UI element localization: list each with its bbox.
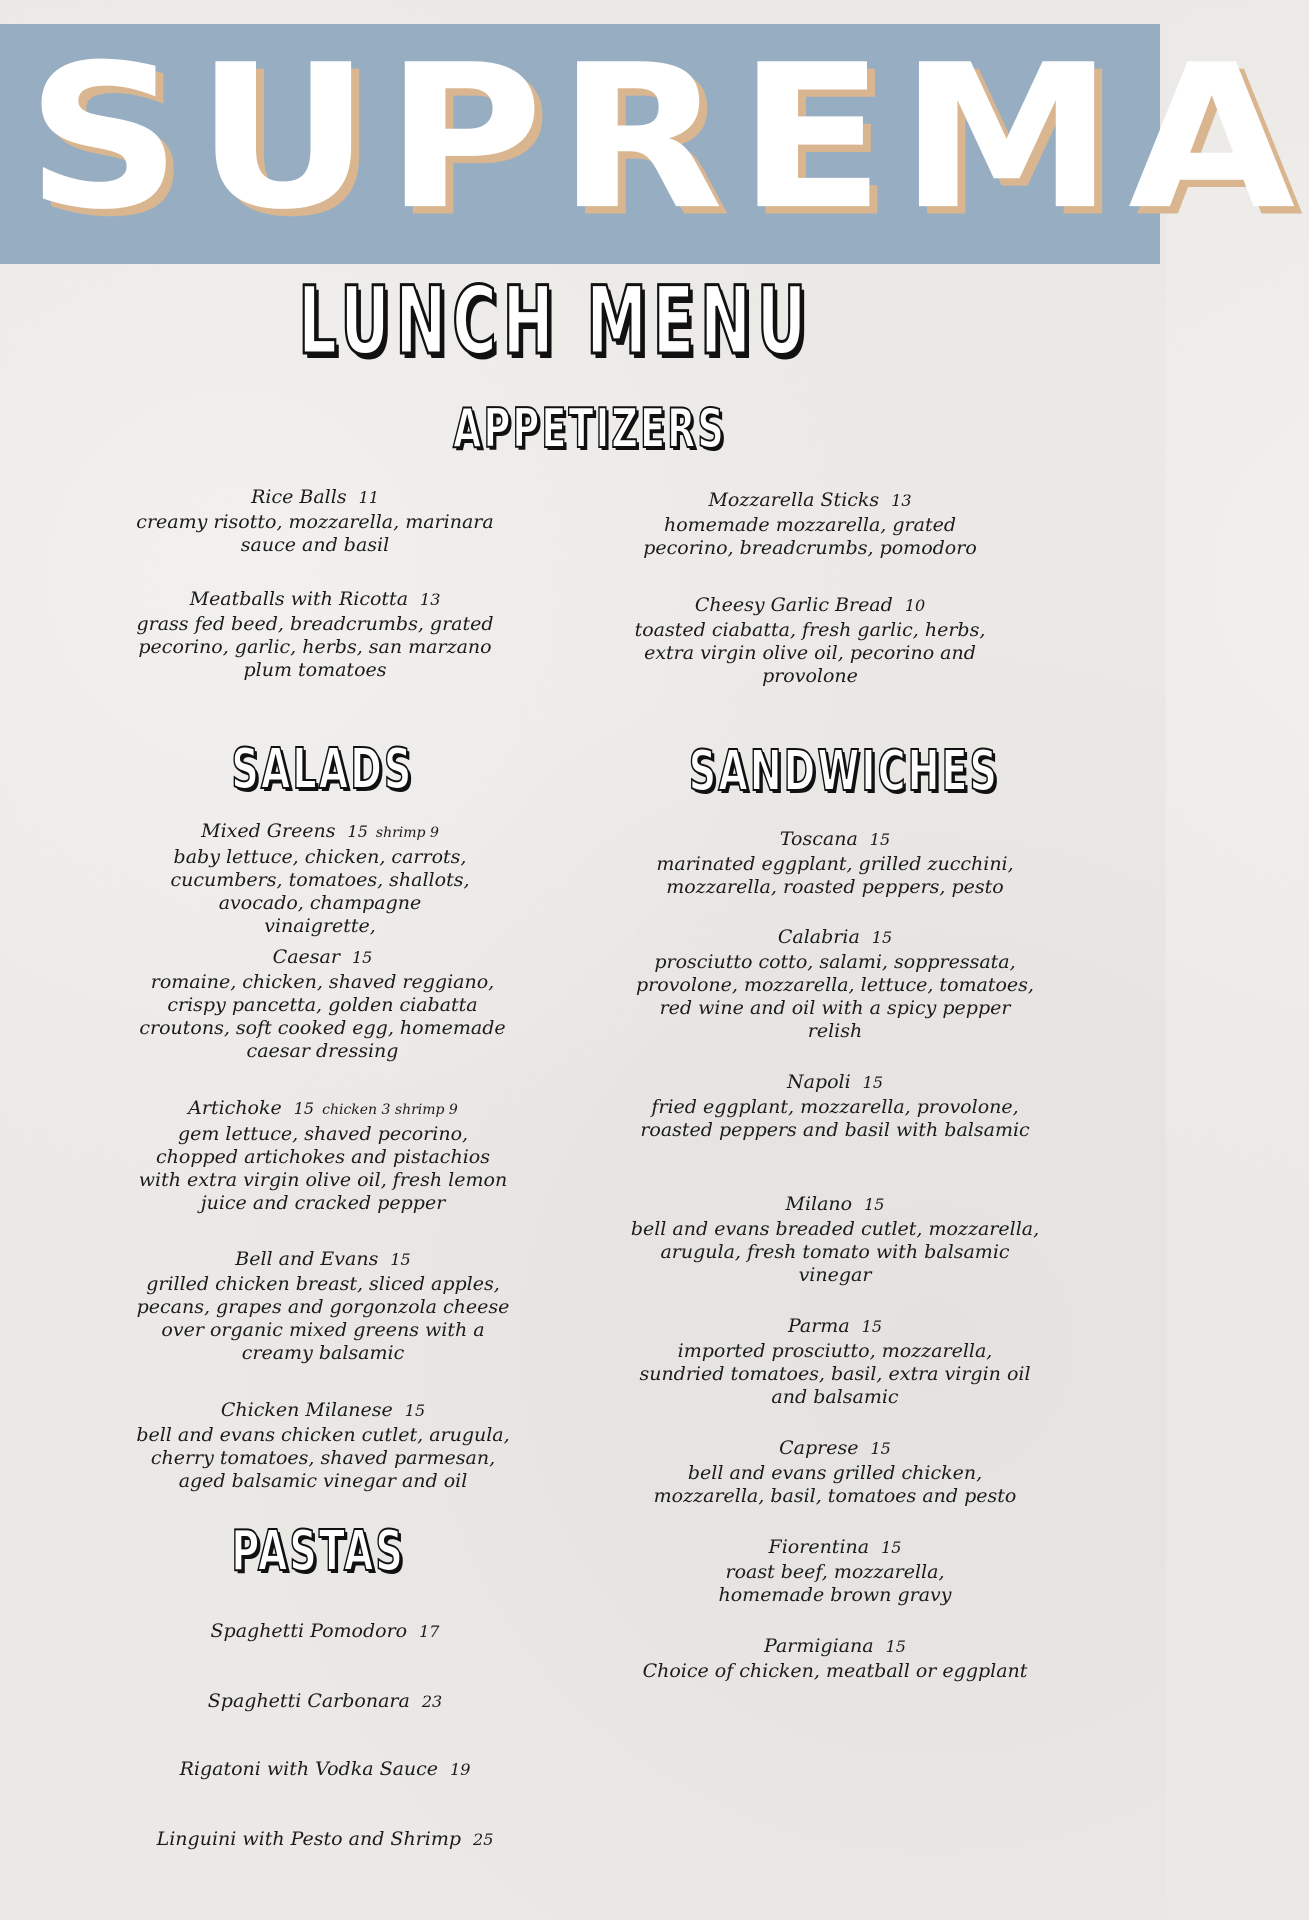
menu-item bbox=[630, 1633, 1040, 1683]
item-name: Mozzarella Sticks bbox=[708, 489, 880, 511]
item-name: Calabria bbox=[777, 926, 860, 948]
menu-item bbox=[128, 1397, 518, 1493]
item-price: 15 bbox=[390, 1250, 411, 1269]
menu-item bbox=[120, 586, 510, 682]
item-name: Parma bbox=[787, 1315, 850, 1337]
item-description: marinated eggplant, grilled zucchini, mozzarella, roasted peppers, pesto bbox=[656, 853, 1014, 898]
item-name: Parmigiana bbox=[764, 1635, 874, 1657]
item-description: grilled chicken breast, sliced apples, pecans, grapes and gorgonzola cheese over organic mixed greens with a creamy balsamic bbox=[136, 1273, 510, 1364]
menu-item bbox=[630, 592, 990, 688]
item-price: 15 bbox=[351, 948, 373, 967]
item-price: 15 bbox=[871, 928, 893, 947]
menu-item bbox=[128, 1095, 518, 1215]
item-name: Artichoke bbox=[188, 1097, 282, 1119]
menu-item bbox=[630, 487, 990, 560]
item-price: 15 bbox=[404, 1401, 426, 1420]
menu-item bbox=[640, 826, 1030, 899]
menu-title: LUNCH MENU bbox=[298, 267, 812, 376]
item-price: 19 bbox=[450, 1760, 471, 1779]
item-name: Spaghetti Carbonara bbox=[207, 1690, 410, 1712]
brand-name: SUPREMA bbox=[26, 22, 1309, 253]
item-description: gem lettuce, shaved pecorino, chopped artichokes and pistachios with extra virgin olive oil, fresh lemon juice and cracked pepper bbox=[138, 1123, 508, 1214]
item-price: 13 bbox=[891, 491, 912, 510]
item-name: Bell and Evans bbox=[235, 1248, 379, 1270]
item-price: 15 bbox=[862, 1073, 884, 1092]
item-description: toasted ciabatta, fresh garlic, herbs, extra virgin olive oil, pecorino and provolone bbox=[634, 619, 986, 687]
item-description: homemade mozzarella, grated pecorino, breadcrumbs, pomodoro bbox=[643, 514, 977, 559]
item-addon: chicken 3 shrimp 9 bbox=[322, 1102, 458, 1118]
item-price: 10 bbox=[904, 596, 926, 615]
item-price: 13 bbox=[420, 590, 441, 609]
item-price: 15 bbox=[861, 1317, 883, 1336]
item-description: creamy risotto, mozzarella, marinara sauce and basil bbox=[136, 511, 494, 556]
item-price: 11 bbox=[358, 488, 379, 507]
section-heading-salads: SALADS bbox=[231, 737, 414, 802]
menu-item bbox=[128, 1246, 518, 1365]
menu-item bbox=[120, 484, 510, 557]
item-price: 15 bbox=[347, 822, 368, 841]
item-description: bell and evans breaded cutlet, mozzarella, arugula, fresh tomato with balsamic vinegar bbox=[630, 1218, 1040, 1286]
item-description: romaine, chicken, shaved reggiano, crispy pancetta, golden ciabatta croutons, soft cooked egg, homemade caesar dressing bbox=[139, 971, 506, 1062]
item-description: prosciutto cotto, salami, soppressata, provolone, mozzarella, lettuce, tomatoes, red wine and oil with a spicy pepper relish bbox=[636, 951, 1034, 1042]
item-description: grass fed beed, breadcrumbs, grated pecorino, garlic, herbs, san marzano plum tomatoes bbox=[136, 613, 494, 681]
section-heading-pastas: PASTAS bbox=[231, 1519, 405, 1584]
menu-item bbox=[640, 1534, 1030, 1607]
item-description: imported prosciutto, mozzarella, sundried tomatoes, basil, extra virgin oil and balsamic bbox=[639, 1340, 1031, 1408]
item-name: Rigatoni with Vodka Sauce bbox=[179, 1758, 439, 1780]
item-name: Rice Balls bbox=[251, 486, 347, 508]
item-price: 23 bbox=[421, 1692, 443, 1711]
item-name: Mixed Greens bbox=[201, 820, 336, 842]
item-price: 15 bbox=[293, 1099, 315, 1118]
item-name: Spaghetti Pomodoro bbox=[210, 1620, 408, 1642]
item-description: Choice of chicken, meatball or eggplant bbox=[642, 1660, 1028, 1682]
item-price: 15 bbox=[881, 1538, 902, 1557]
item-price: 25 bbox=[473, 1830, 494, 1849]
item-name: Napoli bbox=[786, 1071, 851, 1093]
item-name: Toscana bbox=[779, 828, 858, 850]
item-description: fried eggplant, mozzarella, provolone, roasted peppers and basil with balsamic bbox=[640, 1096, 1030, 1141]
item-addon: shrimp 9 bbox=[375, 825, 439, 841]
menu-item bbox=[130, 944, 515, 1063]
item-name: Milano bbox=[785, 1193, 853, 1215]
menu-item bbox=[100, 1756, 550, 1783]
item-name: Caprese bbox=[779, 1437, 859, 1459]
item-name: Fiorentina bbox=[768, 1536, 870, 1558]
menu-item bbox=[140, 818, 500, 938]
item-name: Meatballs with Ricotta bbox=[189, 588, 409, 610]
section-heading-appetizers: APPETIZERS bbox=[453, 397, 726, 460]
menu-item bbox=[100, 1688, 550, 1715]
item-price: 15 bbox=[869, 830, 891, 849]
item-name: Cheesy Garlic Bread bbox=[694, 594, 893, 616]
item-price: 15 bbox=[870, 1439, 891, 1458]
item-price: 17 bbox=[419, 1622, 440, 1641]
menu-item bbox=[630, 1313, 1040, 1409]
item-description: bell and evans chicken cutlet, arugula, cherry tomatoes, shaved parmesan, aged balsamic vinegar and oil bbox=[136, 1424, 510, 1492]
menu-item bbox=[630, 1191, 1040, 1287]
item-price: 15 bbox=[885, 1637, 906, 1656]
item-description: bell and evans grilled chicken, mozzarella, basil, tomatoes and pesto bbox=[653, 1462, 1017, 1507]
item-price: 15 bbox=[864, 1195, 885, 1214]
item-description: baby lettuce, chicken, carrots, cucumbers, tomatoes, shallots, avocado, champagne vinaigrette, bbox=[170, 846, 470, 937]
brand-banner bbox=[0, 22, 1309, 264]
menu-item bbox=[640, 1435, 1030, 1508]
menu-item bbox=[630, 924, 1040, 1043]
item-name: Caesar bbox=[272, 946, 340, 968]
section-heading-sandwiches: SANDWICHES bbox=[688, 739, 1000, 804]
menu-item bbox=[630, 1069, 1040, 1142]
item-description: roast beef, mozzarella, homemade brown gravy bbox=[718, 1561, 952, 1606]
menu-item bbox=[100, 1618, 550, 1645]
item-name: Chicken Milanese bbox=[220, 1399, 393, 1421]
item-name: Linguini with Pesto and Shrimp bbox=[156, 1828, 462, 1850]
menu-item bbox=[100, 1826, 550, 1853]
